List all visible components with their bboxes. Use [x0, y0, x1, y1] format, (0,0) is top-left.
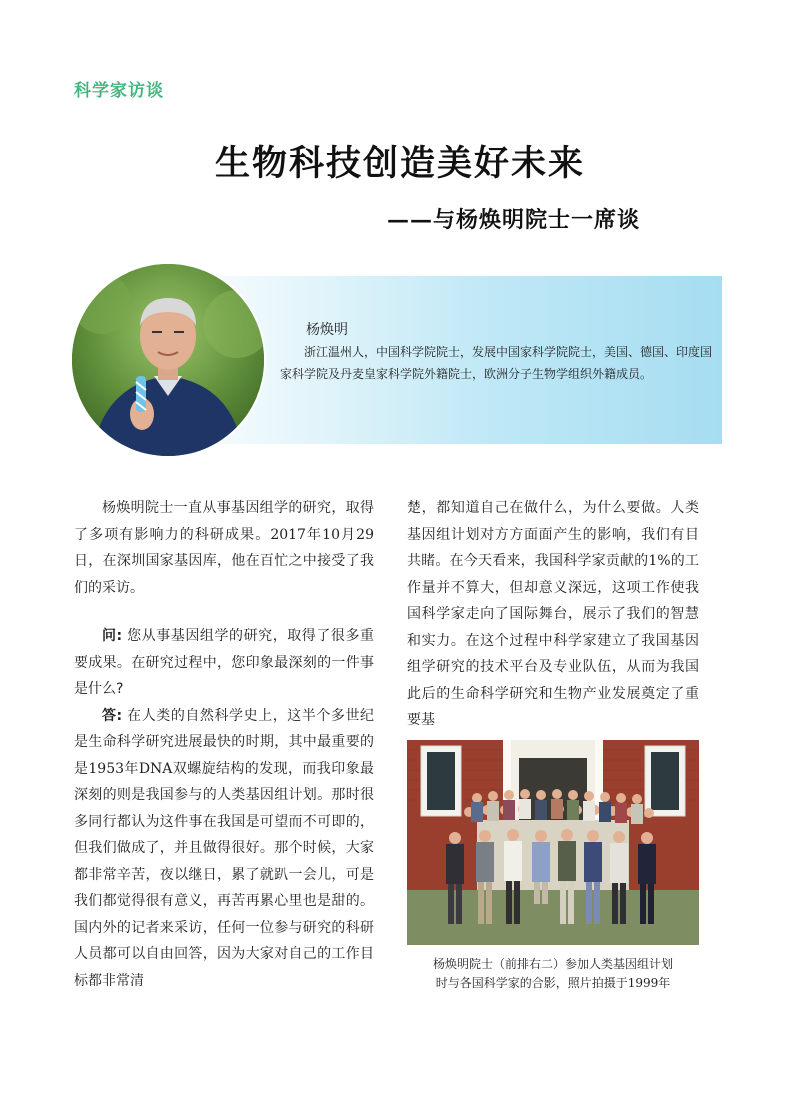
intro-paragraph: 杨焕明院士一直从事基因组学的研究，取得了多项有影响力的科研成果。2017年10月29日，在深圳国家基因库，他在百忙之中接受了我们的采访。: [74, 500, 374, 596]
page-title: 生物科技创造美好未来: [214, 143, 585, 184]
page-subtitle: ——与杨焕明院士一席谈: [386, 207, 640, 233]
question-text: 您从事基因组学的研究，取得了很多重要成果。在研究过程中，您印象最深刻的一件事是什么?: [74, 628, 375, 697]
answer-text-left: 在人类的自然科学史上，这半个多世纪是生命科学研究进展最快的时期，其中最重要的是1953年DNA双螺旋结构的发现，而我印象最深刻的则是我国参与的人类基因组计划。那时很多同行都认为这件事在我国是可望而不可即的，但我们做成了，并且做得很好。那个时候，大家都非常辛苦，夜以继日，累了就趴一会儿，可是我们都觉得很有意义，再苦再累心里也是甜的。国内外的记者来采访，任何一位参与研究的科研人员都可以自由回答，因为大家对自己的工作目标都非常清: [74, 707, 375, 989]
caption-line-1: 杨焕明院士（前排右二）参加人类基因组计划: [432, 957, 673, 971]
group-photo: [407, 740, 699, 945]
portrait-illustration: [72, 264, 264, 456]
profile-bio: 浙江温州人，中国科学院院士，发展中国家科学院院士，美国、德国、印度国家科学院及丹麦皇家科学院外籍院士，欧洲分子生物学组织外籍成员。: [280, 345, 713, 381]
answer-paragraph: [74, 703, 374, 995]
caption-line-2: 时与各国科学家的合影，照片拍摄于1999年: [435, 976, 671, 990]
section-tag: 科学家访谈: [74, 81, 164, 101]
article-column-right: [407, 495, 699, 734]
article-column-left: [74, 495, 374, 994]
portrait-photo: [72, 264, 264, 456]
question-paragraph: [74, 623, 374, 703]
answer-text-right: 楚，都知道自己在做什么，为什么要做。人类基因组计划对方方面面产生的影响，我们有目共睹。在今天看来，我国科学家贡献的1%的工作量并不算大，但却意义深远，这项工作使我国科学家走向了国际舞台，展示了我们的智慧和实力。在这个过程中科学家建立了我国基因组学研究的技术平台及专业队伍，从而为我国此后的生命科学研究和生物产业发展奠定了重要基: [407, 500, 699, 728]
photo-caption: [407, 955, 699, 993]
profile-name: 杨焕明: [306, 322, 348, 338]
paragraph-gap: [74, 601, 374, 623]
answer-label: 答:: [102, 707, 123, 724]
question-label: 问:: [102, 628, 123, 644]
group-photo-illustration: [407, 740, 699, 945]
